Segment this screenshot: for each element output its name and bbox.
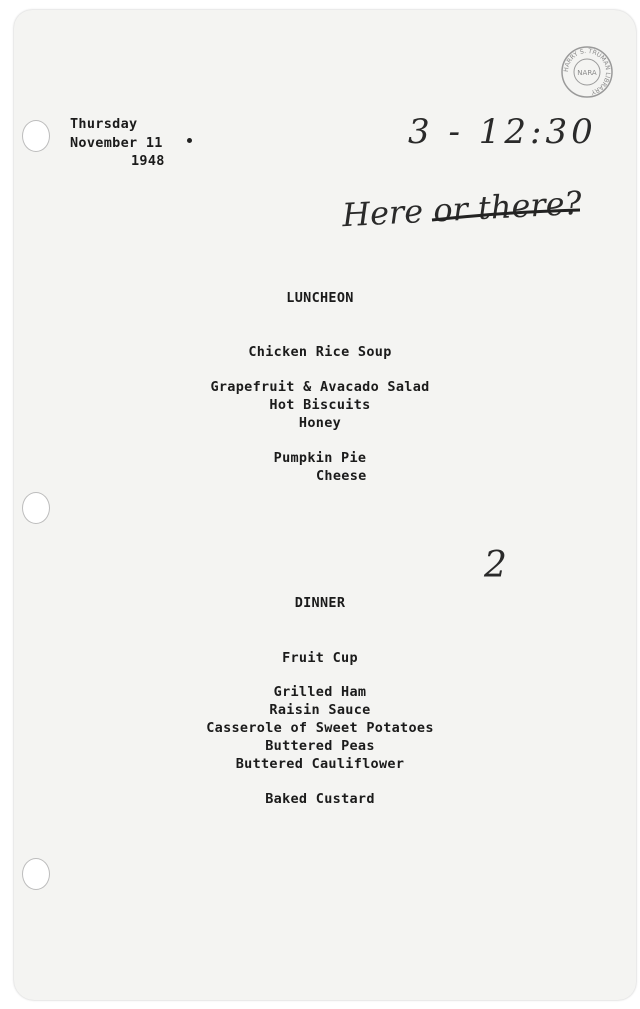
- strike-through-mark: [430, 200, 590, 230]
- handwritten-page-number: 2: [484, 545, 507, 586]
- menu-item: Cheese: [316, 468, 367, 484]
- menu-item: Fruit Cup: [282, 650, 358, 666]
- ink-dot: [187, 138, 192, 143]
- punch-hole: [22, 858, 50, 890]
- menu-item: Pumpkin Pie: [273, 450, 367, 466]
- header-day: Thursday: [70, 116, 138, 132]
- menu-item: Grapefruit & Avacado Salad: [210, 379, 430, 395]
- luncheon-heading: LUNCHEON: [286, 290, 354, 306]
- header-year: 1948: [131, 153, 165, 169]
- document-page: [14, 10, 636, 1000]
- menu-item: Baked Custard: [265, 791, 375, 807]
- menu-item: Buttered Cauliflower: [235, 756, 405, 772]
- menu-item: Hot Biscuits: [269, 397, 371, 413]
- punch-hole: [22, 492, 50, 524]
- stamp-center-text: NARA: [577, 69, 597, 77]
- menu-item: Honey: [298, 415, 342, 431]
- menu-item: Chicken Rice Soup: [248, 344, 392, 360]
- handwritten-time: 3 - 12:30: [408, 112, 597, 152]
- menu-item: Grilled Ham: [273, 684, 367, 700]
- stamp-arc-text: HARRY S. TRUMAN LIBRARY: [562, 47, 612, 96]
- menu-item: Raisin Sauce: [269, 702, 371, 718]
- menu-item: Buttered Peas: [265, 738, 375, 754]
- punch-hole: [22, 120, 50, 152]
- dinner-heading: DINNER: [294, 595, 346, 611]
- menu-item: Casserole of Sweet Potatoes: [206, 720, 434, 736]
- library-stamp: [560, 45, 614, 99]
- header-date: November 11: [70, 135, 163, 151]
- handwritten-note: Here or there?: [341, 183, 583, 235]
